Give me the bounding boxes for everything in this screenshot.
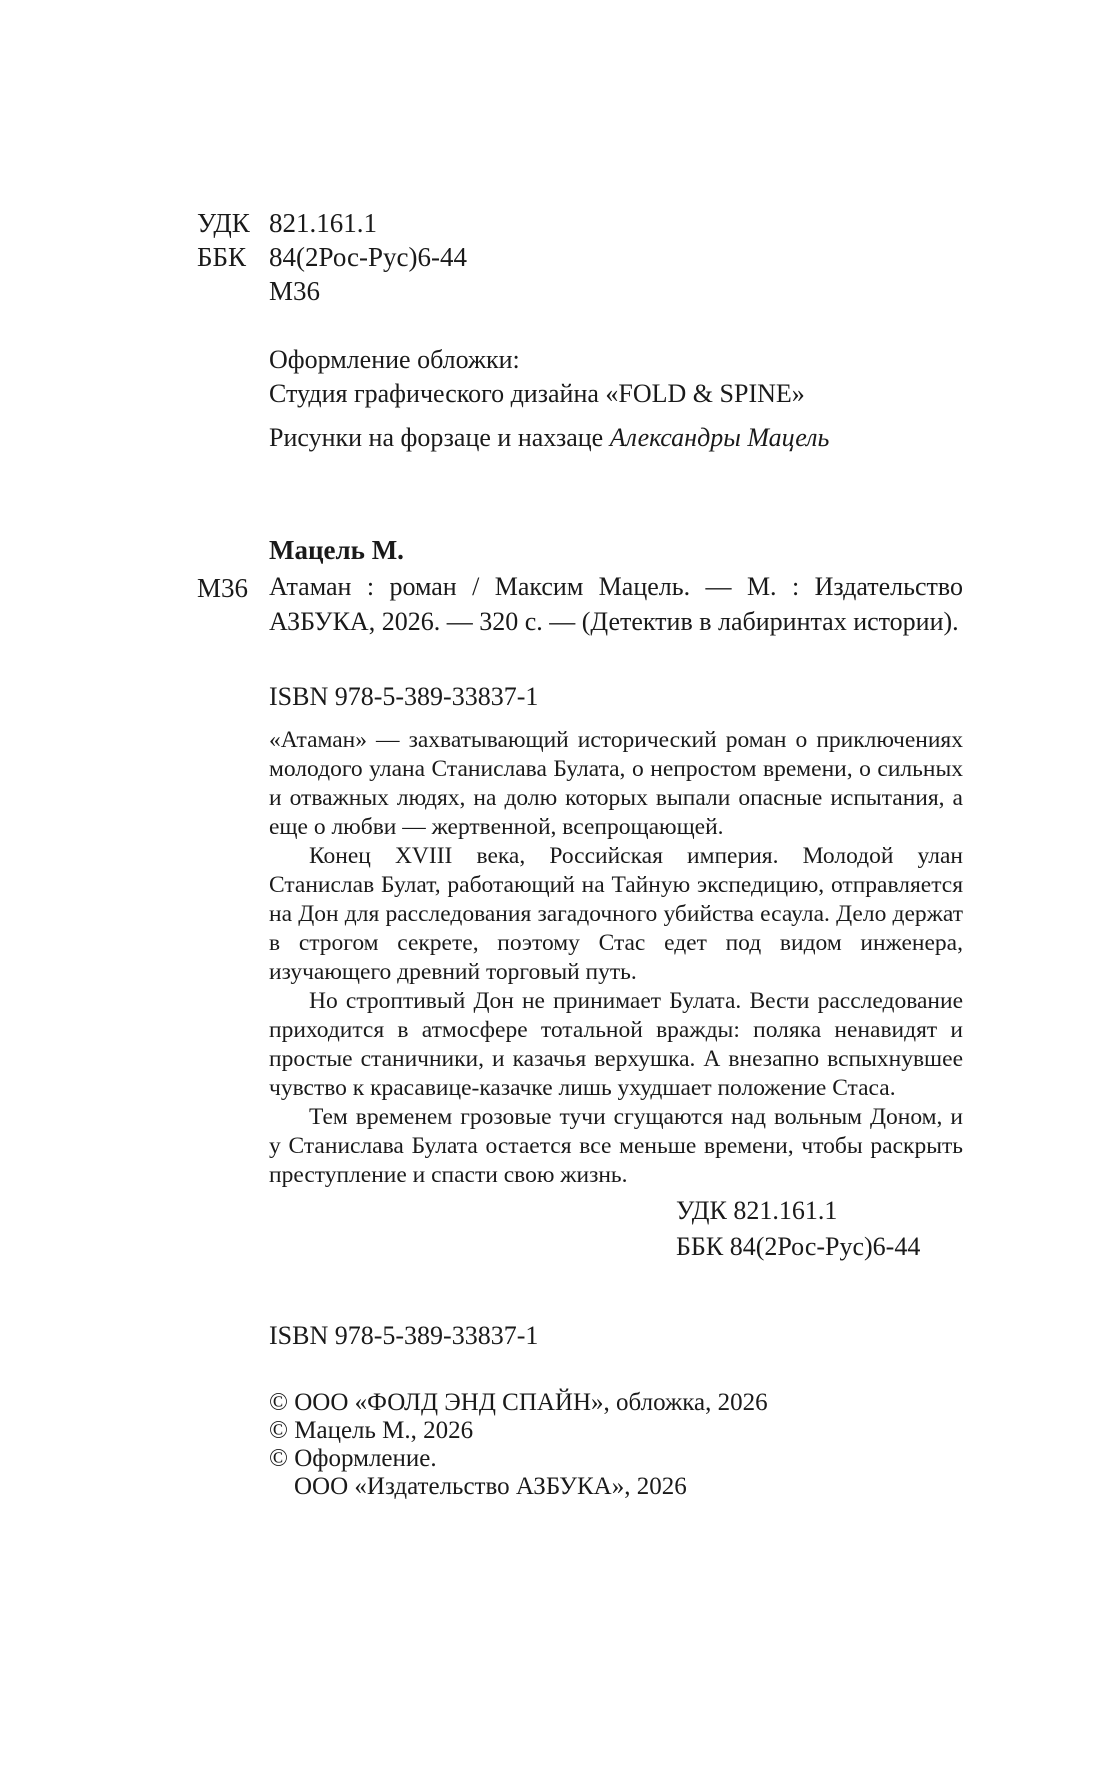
bibliography-marker: М36 (197, 573, 249, 603)
classification-header (197, 206, 467, 308)
author-mark-row (197, 274, 467, 308)
description-text: Атаман : роман / Максим Мацель. — М. : Издательство АЗБУКА, 2026. — 320 с. — (Детектив в лабиринтах истории). (269, 572, 963, 636)
udk-value: 821.161.1 (269, 208, 377, 238)
drawings-prefix: Рисунки на форзаце и нахзаце (269, 423, 610, 452)
udk-label: УДК (197, 208, 250, 238)
bbk-label: ББК (197, 242, 247, 272)
cover-credit-line2: Студия графического дизайна «FOLD & SPINE» (269, 379, 805, 408)
copyright-design-holder: ООО «Издательство АЗБУКА», 2026 (294, 1473, 687, 1500)
isbn-bottom: ISBN 978-5-389-33837-1 (269, 1321, 539, 1350)
drawings-artist: Александры Мацель (609, 423, 830, 452)
annotation-paragraph: Но строптивый Дон не принимает Булата. Вести расследование приходится в атмосфере тотальной вражды: поляка ненавидят и простые станичники, и казачья верхушка. А внезапно вспыхнувшее чувство к красавице-казачке лишь ухудшает положение Стаса. (269, 988, 963, 1101)
drawings-credit (269, 421, 829, 455)
classification-footer (676, 1193, 920, 1265)
copyright-block (269, 1389, 768, 1501)
author-mark: М36 (269, 276, 321, 306)
udk-row (197, 206, 467, 240)
annotation-paragraph: Конец XVIII века, Российская империя. Молодой улан Станислав Булат, работающий на Тайную экспедицию, отправляется на Дон для расследования загадочного убийства есаула. Дело держат в строгом секрете, поэтому Стас едет под видом инженера, изучающего древний торговый путь. (269, 843, 963, 985)
annotation-paragraph: «Атаман» — захватывающий исторический роман о приключениях молодого улана Станислава Булата, о непростом времени, о сильных и отважных людях, на долю которых выпали опасные испытания, а еще о любви — жертвенной, всепрощающей. (269, 727, 963, 840)
author-heading: Мацель М. (269, 535, 404, 565)
copyright-design-label: © Оформление. (269, 1445, 437, 1472)
isbn-top: ISBN 978-5-389-33837-1 (269, 682, 539, 711)
bbk-value: 84(2Рос-Рус)6-44 (269, 242, 467, 272)
cover-credit-line1: Оформление обложки: (269, 345, 520, 374)
annotation (269, 726, 963, 1190)
bbk-row (197, 240, 467, 274)
bibliographic-description (269, 569, 963, 639)
bbk-footer: ББК 84(2Рос-Рус)6-44 (676, 1232, 921, 1261)
credits (269, 343, 829, 455)
copyright-cover: © ООО «ФОЛД ЭНД СПАЙН», обложка, 2026 (269, 1389, 768, 1416)
annotation-paragraph: Тем временем грозовые тучи сгущаются над вольным Доном, и у Станислава Булата остается все меньше времени, чтобы раскрыть преступление и спасти свою жизнь. (269, 1104, 963, 1188)
udk-footer: УДК 821.161.1 (676, 1196, 838, 1225)
copyright-author: © Мацель М., 2026 (269, 1417, 474, 1444)
